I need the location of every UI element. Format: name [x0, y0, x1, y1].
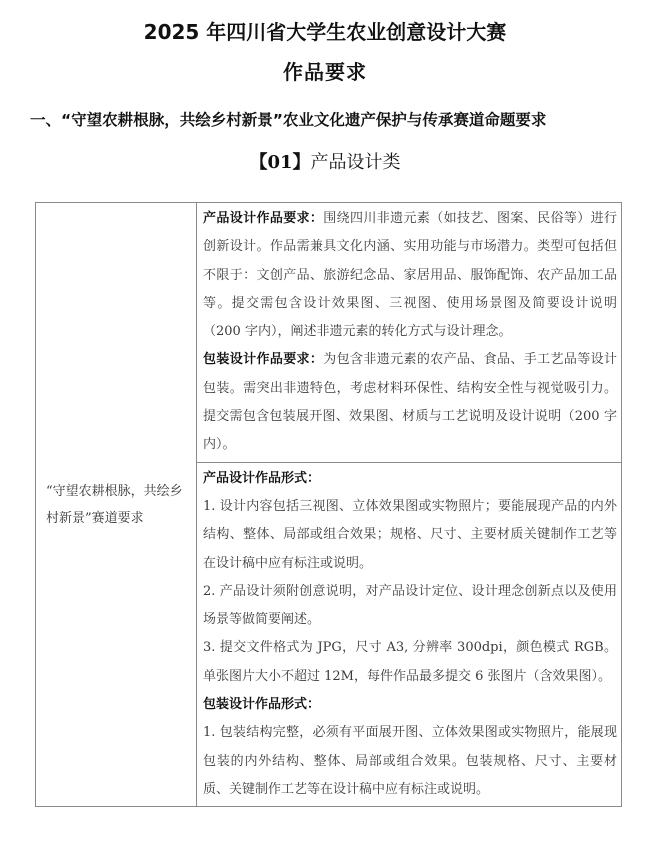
product-requirement-paragraph: [203, 205, 617, 346]
product-requirement-label: 产品设计作品要求：: [203, 211, 324, 226]
track-requirement-label: “守望农耕根脉，共绘乡村新景”赛道要求: [46, 483, 183, 526]
requirement-cell: [197, 203, 622, 463]
product-form-item: 3. 提交文件格式为 JPG，尺寸 A3, 分辨率 300dpi，颜色模式 RGB。单张图片大小不超过 12M，每件作品最多提交 6 张图片（含效果图）。: [203, 640, 617, 684]
document-title: 2025 年四川省大学生农业创意设计大赛: [143, 20, 507, 44]
table-row: [36, 203, 622, 463]
section-heading: 一、“守望农耕根脉，共绘乡村新景”农业文化遗产保护与传承赛道命题要求: [30, 111, 547, 129]
packaging-form-label: 包装设计作品形式：: [203, 697, 321, 713]
track-requirement-cell: [36, 203, 197, 807]
category-heading: [0, 148, 650, 174]
product-requirement-text: 围绕四川非遗元素（如技艺、图案、民俗等）进行创新设计。作品需兼具文化内涵、实用功能与市场潜力。类型可包括但不限于：文创产品、旅游纪念品、家居用品、服饰配饰、农产品加工品等。提交需包含设计效果图、三视图、使用场景图及简要设计说明（200 字内），阐述非遗元素的转化方式与设计理念。: [203, 211, 617, 340]
product-form-item: 1. 设计内容包括三视图、立体效果图或实物照片；要能展现产品的内外结构、整体、局部或组合效果；规格、尺寸、主要材质关键制作工艺等在设计稿中应有标注或说明。: [203, 498, 617, 571]
product-form-item: 2. 产品设计须附创意说明，对产品设计定位、设计理念创新点以及使用场景等做简要阐述。: [203, 583, 617, 628]
form-cell: [197, 462, 622, 807]
packaging-requirement-text: 为包含非遗元素的农产品、食品、手工艺品等设计包装。需突出非遗特色，考虑材料环保性、结构安全性与视觉吸引力。提交需包含包装展开图、效果图、材质与工艺说明及设计说明（200 字内）。: [203, 352, 617, 453]
category-label: 产品设计类: [310, 152, 401, 173]
document-subtitle: 作品要求: [283, 60, 367, 84]
requirements-table: [35, 202, 622, 807]
category-number: 【01】: [249, 152, 311, 173]
packaging-form-item: 1. 包装结构完整，必须有平面展开图、立体效果图或实物照片，能展现包装的内外结构、整体、局部或组合效果。包装规格、尺寸、主要材质、关键制作工艺等在设计稿中应有标注或说明。: [203, 725, 617, 797]
packaging-requirement-label: 包装设计作品要求：: [203, 352, 324, 368]
packaging-requirement-paragraph: [203, 346, 617, 459]
product-form-label: 产品设计作品形式：: [203, 470, 321, 486]
